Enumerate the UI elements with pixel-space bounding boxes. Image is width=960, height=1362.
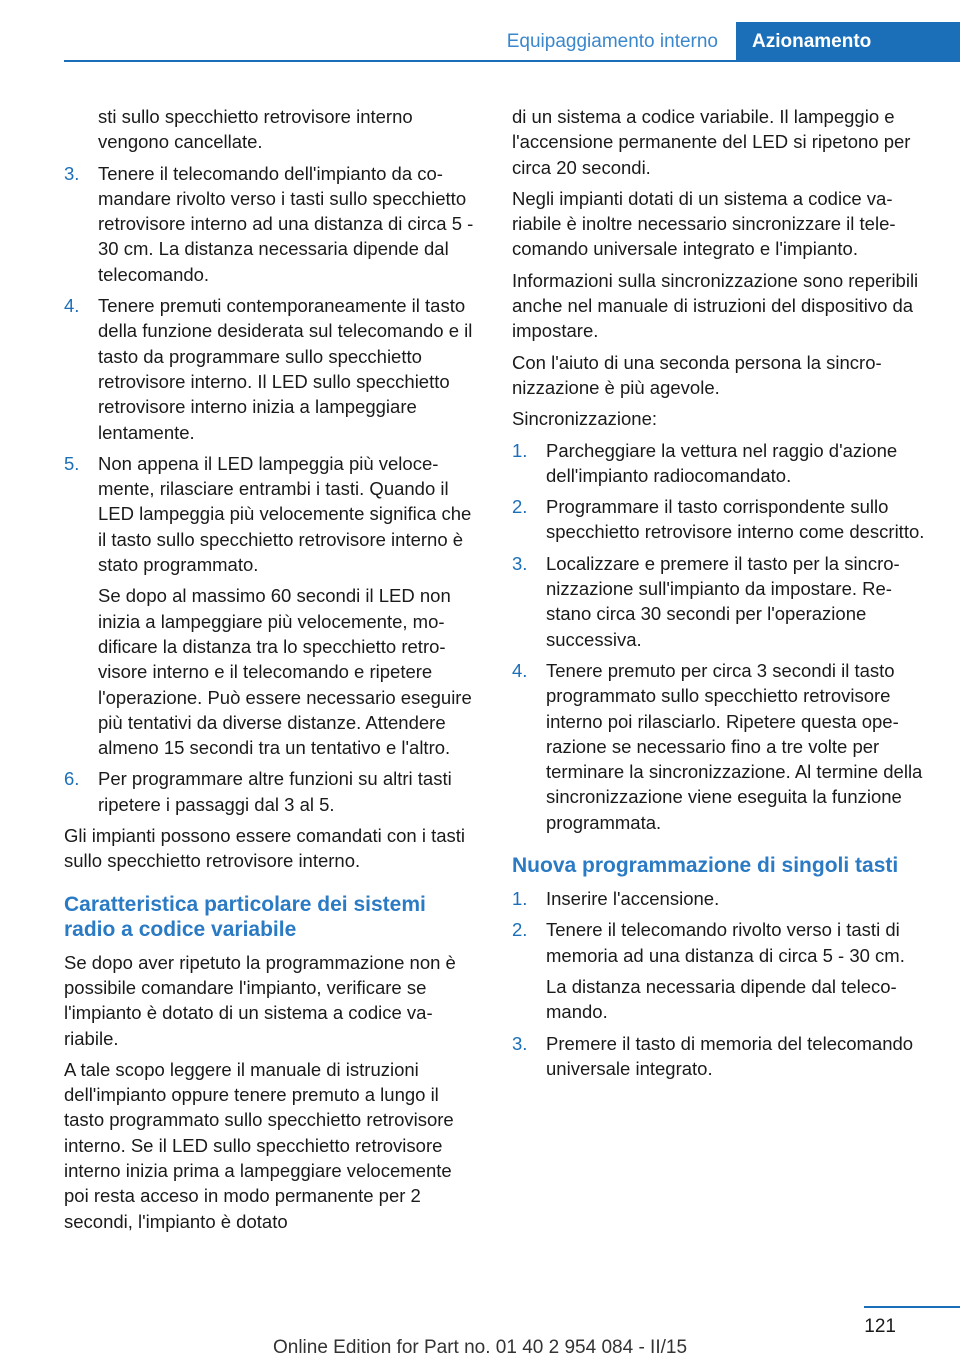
step-item <box>512 886 928 911</box>
step-number: 4. <box>512 659 528 681</box>
right-column <box>512 104 928 1087</box>
paragraph: Informazioni sulla sincronizzazione sono reperibili anche nel manuale di istruzioni del dispositivo da impostare. <box>512 269 919 342</box>
left-column <box>64 104 480 1240</box>
step-text: Non appena il LED lampeggia più velocemente, rilasciare entrambi i tasti. Quando il LED lampeggia più velocemente significa che il tasto sullo specchietto retrovisore interno è stato programmato. <box>98 452 472 576</box>
step-text: Per programmare altre funzioni su altri tasti ripetere i passaggi dal 3 al 5. <box>98 768 452 815</box>
step-item <box>512 438 928 489</box>
paragraph: Se dopo aver ripetuto la programmazione non è possibile comandare l'impianto, verificare se l'impianto è dotato di un sistema a codice variabile. <box>64 951 456 1049</box>
step-number: 5. <box>64 452 80 474</box>
step-item <box>512 551 928 652</box>
continued-step-text: sti sullo specchietto retrovisore interno vengono cancellate. <box>98 106 413 153</box>
step-item <box>64 451 480 761</box>
step-text: Parcheggiare la vettura nel raggio d'azione dell'impianto radiocomandato. <box>546 439 898 486</box>
step-item <box>512 917 928 1024</box>
section-heading: Caratteristica particolare dei sistemi radio a codice variabile <box>64 892 426 941</box>
step-text: Tenere premuti contemporaneamente il tasto della funzione desiderata sul telecomando e il tasto da programmare sullo specchietto retrovisore interno. Il LED sullo specchietto retrovisore interno inizia a lampeggiare lentamente. <box>98 295 473 443</box>
step-text: Tenere il telecomando rivolto verso i tasti di memoria ad una distanza di circa 5 - 30 cm. <box>546 919 905 966</box>
step-item <box>64 161 480 287</box>
header-chapter-tab: Azionamento <box>736 22 960 62</box>
edition-line: Online Edition for Part no. 01 40 2 954 084 - II/15 <box>272 1337 688 1358</box>
step-number: 3. <box>512 1032 528 1054</box>
step-number: 1. <box>512 439 528 461</box>
step-item <box>512 494 928 545</box>
step-text: Programmare il tasto corrispondente sullo specchietto retrovisore interno come descritto. <box>546 496 925 543</box>
section-heading: Nuova programmazione di singoli tasti <box>512 854 899 878</box>
header-section-title: Equipaggiamento interno <box>506 31 718 52</box>
paragraph: di un sistema a codice variabile. Il lampeggio e l'accensione permanente del LED si ripetono per circa 20 secondi. <box>512 106 911 178</box>
paragraph: Negli impianti dotati di un sistema a codice variabile è inoltre necessario sincronizzare il telecomando universale integrato e l'impianto. <box>512 187 896 260</box>
paragraph: A tale scopo leggere il manuale di istruzioni dell'impianto oppure tenere premuto a lungo il tasto programmato sullo specchietto retrovisore interno. Se il LED sullo specchietto retrovisore interno inizia prima a lampeggiare velocemente poi resta acceso in modo permanente per 2 secondi, l'impianto è dotato <box>64 1058 454 1232</box>
footer-rule <box>864 1306 960 1308</box>
step-number: 6. <box>64 768 80 790</box>
step-number: 1. <box>512 888 528 910</box>
step-item <box>512 658 928 835</box>
step-number: 4. <box>64 295 80 317</box>
step-number: 3. <box>512 552 528 574</box>
step-text: Tenere il telecomando dell'impianto da comandare rivolto verso i tasti sullo specchietto retrovisore interno ad una distanza di circa 5 - 30 cm. La distanza necessaria dipende dal telecomando. <box>98 162 474 285</box>
step-number: 2. <box>512 919 528 941</box>
step-subtext: La distanza necessaria dipende dal telecomando. <box>546 975 897 1023</box>
page-header <box>64 22 960 62</box>
sync-label: Sincronizzazione: <box>512 408 657 430</box>
page-number: 121 <box>864 1316 896 1337</box>
step-number: 3. <box>64 162 80 184</box>
step-item <box>512 1031 928 1082</box>
step-text: Premere il tasto di memoria del telecomando universale integrato. <box>546 1032 914 1079</box>
step-text: Inserire l'accensione. <box>546 888 720 910</box>
step-number: 2. <box>512 496 528 518</box>
step-subtext: Se dopo al massimo 60 secondi il LED non inizia a lampeggiare più velocemente, modificare la distanza tra lo specchietto retrovisore interno e il telecomando e ripetere l'operazione. Può essere necessario eseguire più tentativi da diverse distanze. Attendere almeno 15 secondi tra un tentativo e l'altro. <box>98 585 472 759</box>
step-text: Tenere premuto per circa 3 secondi il tasto programmato sullo specchietto retrovisore interno poi rilasciarlo. Ripetere questa operazione se necessario fino a tre volte per terminare la sincronizzazione. Al termine della sincronizzazione viene eseguita la funzione programmata. <box>546 659 923 833</box>
closing-paragraph: Gli impianti possono essere comandati con i tasti sullo specchietto retrovisore interno. <box>64 825 466 872</box>
step-item <box>64 766 480 817</box>
step-text: Localizzare e premere il tasto per la sincronizzazione sull'impianto da impostare. Restano circa 30 secondi per l'operazione successiva. <box>546 552 900 650</box>
paragraph: Con l'aiuto di una seconda persona la sincronizzazione è più agevole. <box>512 351 882 398</box>
step-item <box>64 293 480 445</box>
